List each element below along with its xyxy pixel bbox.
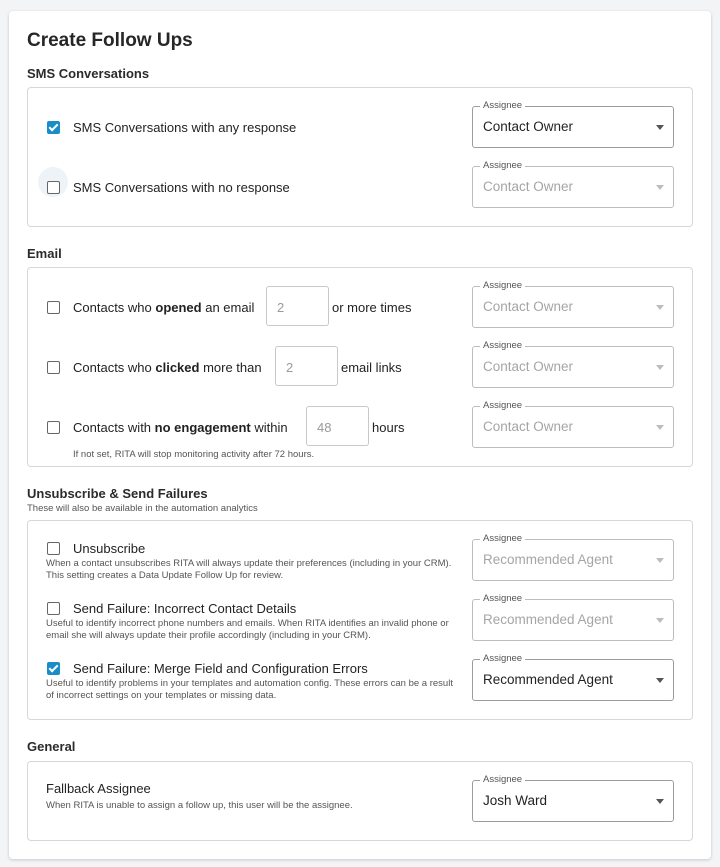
assignee-legend: Assignee bbox=[480, 280, 525, 291]
email-no-engagement-assignee-select[interactable] bbox=[472, 400, 674, 448]
assignee-value: Contact Owner bbox=[483, 119, 574, 134]
assignee-legend: Assignee bbox=[480, 774, 525, 785]
assignee-legend: Assignee bbox=[480, 160, 525, 171]
email-clicked-label bbox=[73, 360, 262, 375]
assignee-legend: Assignee bbox=[480, 400, 525, 411]
chevron-down-icon bbox=[656, 799, 664, 804]
label-text: within bbox=[250, 420, 288, 435]
email-opened-checkbox[interactable] bbox=[47, 301, 60, 314]
email-section-title: Email bbox=[27, 246, 62, 261]
unsubscribe-assignee-select[interactable] bbox=[472, 533, 674, 581]
unsubscribe-group bbox=[27, 520, 693, 720]
sms-no-response-label: SMS Conversations with no response bbox=[73, 180, 290, 195]
label-bold: no engagement bbox=[154, 420, 251, 435]
merge-field-errors-label: Send Failure: Merge Field and Configuration Errors bbox=[73, 661, 368, 676]
incorrect-contact-details-hint: Useful to identify incorrect phone numbers and emails. When RITA identifies an invalid phone or email she will always update their profile accordingly (including in your CRM). bbox=[46, 618, 449, 641]
general-section-title: General bbox=[27, 739, 76, 754]
assignee-value: Contact Owner bbox=[483, 359, 574, 374]
unsubscribe-label: Unsubscribe bbox=[73, 541, 146, 556]
chevron-down-icon bbox=[656, 125, 664, 130]
email-group bbox=[27, 267, 693, 467]
email-clicked-assignee-select[interactable] bbox=[472, 340, 674, 388]
sms-any-response-label: SMS Conversations with any response bbox=[73, 120, 297, 135]
email-no-engagement-hours-input[interactable]: 48 bbox=[306, 406, 369, 446]
sms-section-title: SMS Conversations bbox=[27, 66, 150, 81]
chevron-down-icon bbox=[656, 305, 664, 310]
email-clicked-count-input[interactable]: 2 bbox=[275, 346, 338, 386]
sms-any-response-checkbox[interactable] bbox=[47, 121, 60, 134]
label-text: Contacts who bbox=[73, 300, 156, 315]
fallback-assignee-select[interactable] bbox=[472, 774, 674, 822]
assignee-value: Contact Owner bbox=[483, 179, 574, 194]
page-title: Create Follow Ups bbox=[27, 30, 193, 51]
email-no-engagement-suffix: hours bbox=[372, 420, 405, 435]
assignee-legend: Assignee bbox=[480, 653, 525, 664]
label-text: an email bbox=[201, 300, 255, 315]
chevron-down-icon bbox=[656, 558, 664, 563]
assignee-legend: Assignee bbox=[480, 593, 525, 604]
unsubscribe-section-title: Unsubscribe & Send Failures bbox=[27, 486, 208, 501]
unsubscribe-checkbox[interactable] bbox=[47, 542, 60, 555]
unsubscribe-hint: When a contact unsubscribes RITA will always update their preferences (including in your CRM). This setting creates a Data Update Follow Up for review. bbox=[46, 558, 452, 581]
chevron-down-icon bbox=[656, 185, 664, 190]
incorrect-contact-details-checkbox[interactable] bbox=[47, 602, 60, 615]
label-bold: clicked bbox=[155, 360, 200, 375]
assignee-legend: Assignee bbox=[480, 533, 525, 544]
assignee-value: Recommended Agent bbox=[483, 552, 613, 567]
email-clicked-checkbox[interactable] bbox=[47, 361, 60, 374]
chevron-down-icon bbox=[656, 365, 664, 370]
email-no-engagement-label bbox=[73, 420, 288, 435]
assignee-value: Contact Owner bbox=[483, 299, 574, 314]
email-opened-label bbox=[73, 300, 254, 315]
label-text: more than bbox=[199, 360, 262, 375]
fallback-assignee-label: Fallback Assignee bbox=[46, 781, 151, 796]
assignee-value: Recommended Agent bbox=[483, 672, 613, 687]
unsubscribe-section-subtitle: These will also be available in the automation analytics bbox=[27, 503, 258, 514]
assignee-value: Recommended Agent bbox=[483, 612, 613, 627]
email-opened-count-input[interactable]: 2 bbox=[266, 286, 329, 326]
assignee-value: Josh Ward bbox=[483, 793, 548, 808]
merge-field-errors-checkbox[interactable] bbox=[47, 662, 60, 675]
email-no-engagement-hint: If not set, RITA will stop monitoring activity after 72 hours. bbox=[73, 449, 315, 460]
label-text: Contacts with bbox=[73, 420, 155, 435]
email-opened-suffix: or more times bbox=[332, 300, 412, 315]
general-group bbox=[27, 761, 693, 841]
sms-no-response-checkbox[interactable] bbox=[47, 181, 60, 194]
chevron-down-icon bbox=[656, 425, 664, 430]
merge-field-errors-hint: Useful to identify problems in your templates and automation config. These errors can be a result of incorrect settings on your templates or missing data. bbox=[46, 678, 453, 701]
incorrect-contact-details-assignee-select[interactable] bbox=[472, 593, 674, 641]
merge-field-errors-assignee-select[interactable] bbox=[472, 653, 674, 701]
chevron-down-icon bbox=[656, 678, 664, 683]
assignee-legend: Assignee bbox=[480, 100, 525, 111]
assignee-legend: Assignee bbox=[480, 340, 525, 351]
sms-no-response-assignee-select[interactable] bbox=[472, 160, 674, 208]
chevron-down-icon bbox=[656, 618, 664, 623]
follow-ups-card bbox=[9, 11, 711, 859]
sms-group bbox=[27, 87, 693, 227]
label-text: Contacts who bbox=[73, 360, 156, 375]
email-opened-assignee-select[interactable] bbox=[472, 280, 674, 328]
sms-any-response-assignee-select[interactable] bbox=[472, 100, 674, 148]
assignee-value: Contact Owner bbox=[483, 419, 574, 434]
fallback-assignee-hint: When RITA is unable to assign a follow up, this user will be the assignee. bbox=[46, 800, 353, 811]
incorrect-contact-details-label: Send Failure: Incorrect Contact Details bbox=[73, 601, 297, 616]
label-bold: opened bbox=[155, 300, 202, 315]
email-no-engagement-checkbox[interactable] bbox=[47, 421, 60, 434]
email-clicked-suffix: email links bbox=[341, 360, 402, 375]
